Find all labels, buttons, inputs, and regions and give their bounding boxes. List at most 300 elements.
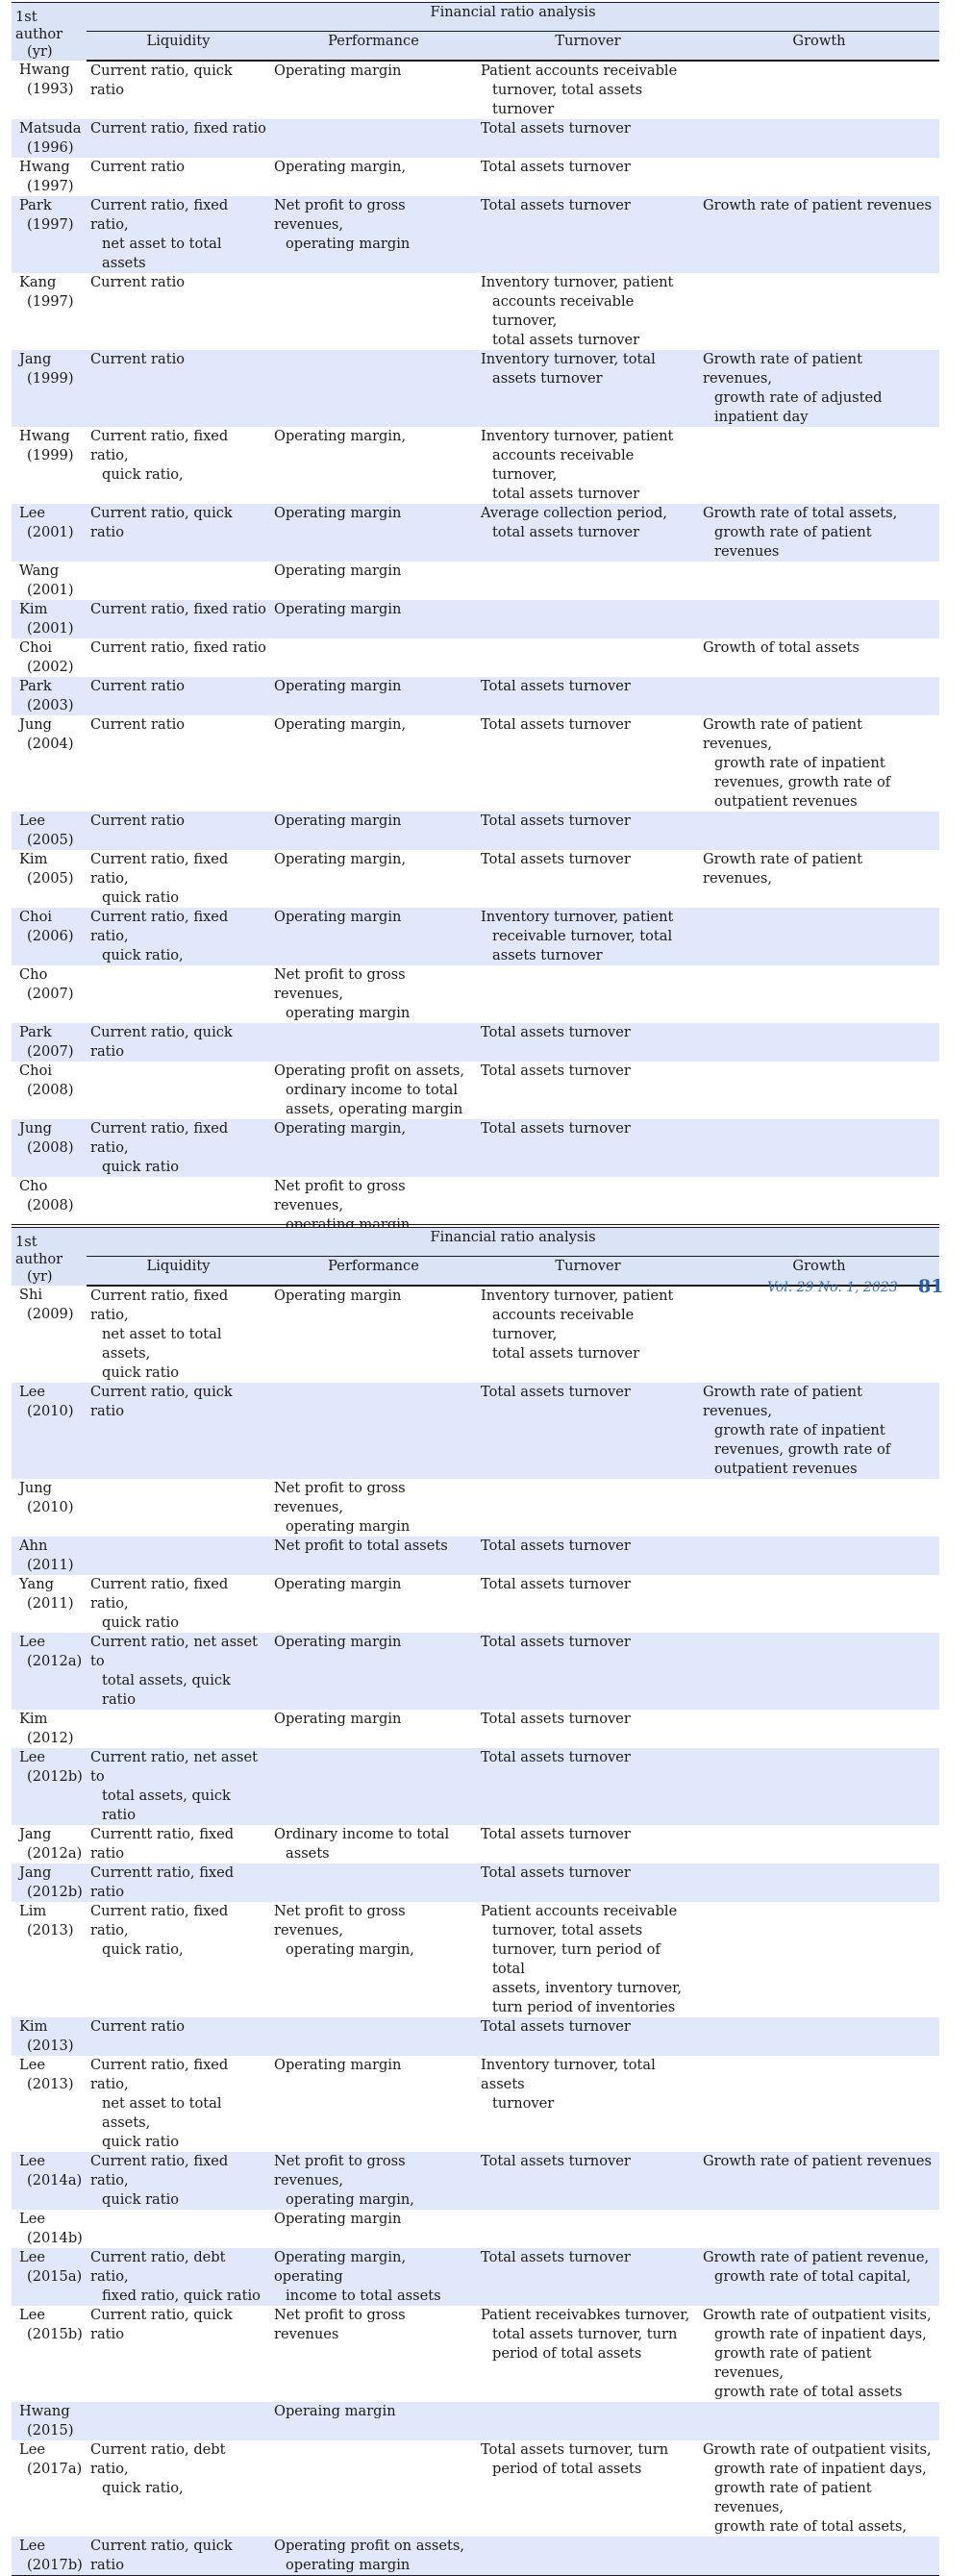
author-year: (2013) bbox=[27, 2038, 74, 2054]
author-cell bbox=[12, 427, 87, 504]
liquidity-cell bbox=[87, 1537, 270, 1575]
growth-cell bbox=[699, 2248, 939, 2306]
liquidity-cell bbox=[87, 600, 270, 638]
author-cell bbox=[12, 61, 87, 119]
liquidity-text-line: quick ratio, bbox=[102, 2480, 184, 2496]
performance-cell bbox=[270, 562, 477, 600]
performance-text-line: operating margin bbox=[286, 1518, 411, 1535]
turnover-text-line: receivable turnover, total bbox=[492, 928, 673, 944]
author-name: Wang bbox=[19, 563, 60, 579]
performance-text-line: Operating margin bbox=[274, 1576, 402, 1592]
performance-cell bbox=[270, 61, 477, 119]
author-name: Lee bbox=[19, 1384, 45, 1400]
author-year: (2012) bbox=[27, 1730, 74, 1746]
turnover-text-line: period of total assets bbox=[492, 2461, 642, 2477]
liquidity-cell bbox=[87, 715, 270, 812]
turnover-text-line: accounts receivable turnover, bbox=[492, 447, 635, 483]
table-row bbox=[12, 812, 939, 850]
growth-text-line: Growth rate of outpatient visits, bbox=[703, 2441, 932, 2458]
author-name: Lee bbox=[19, 2211, 45, 2227]
liquidity-text-line: net asset to total assets bbox=[102, 236, 222, 271]
growth-cell bbox=[699, 2210, 939, 2248]
liquidity-cell bbox=[87, 1863, 270, 1902]
growth-cell bbox=[699, 2440, 939, 2537]
liquidity-cell bbox=[87, 2017, 270, 2056]
performance-text-line: Operating margin bbox=[274, 2057, 402, 2073]
author-year: (2001) bbox=[27, 524, 74, 540]
performance-cell bbox=[270, 1825, 477, 1863]
liquidity-text-line: Current ratio, fixed ratio, bbox=[90, 428, 229, 463]
author-cell bbox=[12, 2306, 87, 2402]
performance-text-line: operating margin, bbox=[286, 1941, 414, 1958]
turnover-text-line: assets turnover bbox=[492, 947, 603, 963]
growth-cell bbox=[699, 427, 939, 504]
growth-text-line: growth rate of patient revenues, bbox=[714, 2345, 872, 2381]
liquidity-text-line: Current ratio, fixed ratio, bbox=[90, 1576, 229, 1612]
table-row bbox=[12, 965, 939, 1023]
author-cell bbox=[12, 1286, 87, 1383]
author-year: (2001) bbox=[27, 620, 74, 637]
performance-text-line: assets, operating margin bbox=[286, 1101, 463, 1117]
table-row bbox=[12, 1479, 939, 1537]
growth-cell bbox=[699, 677, 939, 715]
author-name: Cho bbox=[19, 1178, 48, 1194]
liquidity-text-line: Current ratio, fixed ratio bbox=[90, 601, 266, 617]
liquidity-cell bbox=[87, 273, 270, 350]
table-row bbox=[12, 350, 939, 427]
author-cell bbox=[12, 1023, 87, 1062]
performance-text-line: Operating margin bbox=[274, 909, 402, 925]
growth-text-line: growth rate of adjusted bbox=[714, 389, 883, 406]
turnover-cell bbox=[477, 715, 699, 812]
author-year: (1996) bbox=[27, 139, 74, 156]
turnover-text-line: total assets turnover bbox=[492, 332, 640, 348]
liquidity-cell bbox=[87, 61, 270, 119]
growth-text-line: growth rate of total assets, bbox=[714, 2518, 907, 2535]
performance-cell bbox=[270, 812, 477, 850]
liquidity-cell bbox=[87, 1710, 270, 1748]
performance-cell bbox=[270, 638, 477, 677]
performance-cell bbox=[270, 1023, 477, 1062]
performance-text-line: Operating profit on assets, bbox=[274, 2538, 465, 2554]
author-year: (2005) bbox=[27, 832, 74, 848]
author-year: (2014b) bbox=[27, 2230, 83, 2246]
growth-cell bbox=[699, 1119, 939, 1177]
growth-text-line: growth rate of total capital, bbox=[714, 2268, 911, 2285]
liquidity-cell bbox=[87, 1023, 270, 1062]
table-row bbox=[12, 2056, 939, 2152]
table-row bbox=[12, 1537, 939, 1575]
liquidity-cell bbox=[87, 1479, 270, 1537]
turnover-text-line: total assets turnover bbox=[492, 486, 640, 502]
liquidity-text-line: Current ratio, quick ratio bbox=[90, 63, 233, 98]
author-cell bbox=[12, 2440, 87, 2537]
turnover-cell bbox=[477, 2152, 699, 2210]
liquidity-cell bbox=[87, 427, 270, 504]
page-number: 81 bbox=[918, 1276, 944, 1297]
growth-cell bbox=[699, 1902, 939, 2017]
performance-cell bbox=[270, 119, 477, 158]
growth-cell bbox=[699, 1825, 939, 1863]
liquidity-text-line: Current ratio bbox=[90, 2018, 186, 2035]
liquidity-text-line: Currentt ratio, fixed ratio bbox=[90, 1826, 235, 1862]
author-header-label: 1st author bbox=[15, 9, 63, 42]
author-year: (1997) bbox=[27, 178, 74, 194]
liquidity-cell bbox=[87, 2248, 270, 2306]
growth-cell bbox=[699, 2017, 939, 2056]
performance-cell bbox=[270, 677, 477, 715]
performance-cell bbox=[270, 2440, 477, 2537]
performance-text-line: operating margin bbox=[286, 1005, 411, 1021]
author-name: Lee bbox=[19, 813, 45, 829]
author-cell bbox=[12, 119, 87, 158]
author-header-label: 1st author bbox=[15, 1234, 63, 1267]
author-year: (2008) bbox=[27, 1197, 74, 1213]
author-year: (2013) bbox=[27, 1922, 74, 1938]
author-name: Lee bbox=[19, 505, 45, 521]
liquidity-cell bbox=[87, 196, 270, 273]
author-cell bbox=[12, 715, 87, 812]
liquidity-text-line: Current ratio, fixed ratio, bbox=[90, 197, 229, 233]
turnover-text-line: Total assets turnover bbox=[481, 813, 631, 829]
author-name: Kim bbox=[19, 851, 48, 867]
growth-text-line: growth rate of inpatient days, bbox=[714, 2326, 927, 2342]
growth-cell bbox=[699, 638, 939, 677]
column-header-growth: Growth bbox=[699, 1256, 939, 1286]
liquidity-cell bbox=[87, 850, 270, 908]
author-name: Yang bbox=[19, 1576, 54, 1592]
author-year: (2010) bbox=[27, 1499, 74, 1515]
table-row bbox=[12, 715, 939, 812]
column-header-turnover: Turnover bbox=[477, 1256, 699, 1286]
author-year: (2017b) bbox=[27, 2557, 83, 2573]
author-year: (2012b) bbox=[27, 1884, 83, 1900]
performance-cell bbox=[270, 273, 477, 350]
growth-cell bbox=[699, 1863, 939, 1902]
growth-text-line: Growth rate of patient revenues bbox=[703, 2153, 932, 2169]
growth-cell bbox=[699, 1062, 939, 1119]
table-row bbox=[12, 1748, 939, 1825]
author-year: (1999) bbox=[27, 447, 74, 463]
turnover-text-line: Inventory turnover, patient bbox=[481, 909, 674, 925]
turnover-cell bbox=[477, 562, 699, 600]
growth-cell bbox=[699, 61, 939, 119]
liquidity-text-line: Current ratio, debt ratio, bbox=[90, 2249, 226, 2285]
turnover-text-line: Inventory turnover, total bbox=[481, 351, 656, 367]
author-cell bbox=[12, 1902, 87, 2017]
liquidity-text-line: quick ratio bbox=[102, 889, 180, 906]
table-divider bbox=[12, 1224, 939, 1225]
performance-cell bbox=[270, 1902, 477, 2017]
turnover-text-line: Patient receivabkes turnover, bbox=[481, 2307, 690, 2323]
author-name: Lee bbox=[19, 2538, 45, 2554]
growth-cell bbox=[699, 562, 939, 600]
growth-text-line: growth rate of inpatient bbox=[714, 755, 885, 771]
author-cell bbox=[12, 350, 87, 427]
performance-cell bbox=[270, 2402, 477, 2440]
performance-cell bbox=[270, 908, 477, 965]
table-row bbox=[12, 1575, 939, 1633]
performance-text-line: Net profit to total assets bbox=[274, 1538, 448, 1554]
author-cell bbox=[12, 1479, 87, 1537]
growth-text-line: Growth rate of total assets, bbox=[703, 505, 898, 521]
turnover-text-line: turn period of inventories bbox=[492, 1999, 676, 2015]
author-year: (2009) bbox=[27, 1306, 74, 1322]
growth-text-line: Growth of total assets bbox=[703, 639, 860, 656]
liquidity-text-line: Current ratio, fixed ratio, bbox=[90, 1120, 229, 1156]
author-name: Lee bbox=[19, 1749, 45, 1765]
turnover-cell bbox=[477, 1119, 699, 1177]
liquidity-text-line: Current ratio, fixed ratio, bbox=[90, 1288, 229, 1323]
liquidity-text-line: Current ratio, quick ratio bbox=[90, 1024, 233, 1060]
turnover-text-line: Total assets turnover bbox=[481, 197, 631, 213]
table-header bbox=[12, 1228, 939, 1287]
performance-cell bbox=[270, 1575, 477, 1633]
table-row bbox=[12, 61, 939, 119]
growth-cell bbox=[699, 908, 939, 965]
table-row bbox=[12, 600, 939, 638]
performance-text-line: operating margin bbox=[286, 1216, 411, 1233]
liquidity-cell bbox=[87, 677, 270, 715]
turnover-cell bbox=[477, 2248, 699, 2306]
growth-cell bbox=[699, 1286, 939, 1383]
growth-cell bbox=[699, 1575, 939, 1633]
growth-text-line: inpatient day bbox=[714, 409, 809, 425]
turnover-cell bbox=[477, 812, 699, 850]
table-header bbox=[12, 3, 939, 62]
performance-text-line: income to total assets bbox=[286, 2288, 441, 2304]
column-header-liquidity: Liquidity bbox=[87, 31, 270, 61]
liquidity-cell bbox=[87, 1062, 270, 1119]
liquidity-cell bbox=[87, 1633, 270, 1710]
liquidity-text-line: Current ratio bbox=[90, 716, 186, 733]
performance-cell bbox=[270, 1748, 477, 1825]
author-year: (2007) bbox=[27, 986, 74, 1002]
performance-cell bbox=[270, 427, 477, 504]
table-row bbox=[12, 504, 939, 562]
growth-cell bbox=[699, 119, 939, 158]
turnover-text-line: Total assets turnover, turn bbox=[481, 2441, 669, 2458]
author-name: Choi bbox=[19, 1063, 53, 1079]
liquidity-text-line: Current ratio bbox=[90, 813, 186, 829]
liquidity-cell bbox=[87, 504, 270, 562]
turnover-text-line: Patient accounts receivable bbox=[481, 1903, 678, 1919]
turnover-text-line: Total assets turnover bbox=[481, 1538, 631, 1554]
author-cell bbox=[12, 1748, 87, 1825]
growth-cell bbox=[699, 850, 939, 908]
author-name: Lim bbox=[19, 1903, 47, 1919]
growth-text-line: growth rate of inpatient bbox=[714, 1422, 885, 1438]
performance-cell bbox=[270, 2306, 477, 2402]
author-year: (2012a) bbox=[27, 1845, 83, 1862]
author-cell bbox=[12, 1863, 87, 1902]
growth-text-line: growth rate of total assets bbox=[714, 2384, 903, 2400]
author-cell bbox=[12, 196, 87, 273]
author-cell bbox=[12, 812, 87, 850]
table-row bbox=[12, 638, 939, 677]
table-row bbox=[12, 2306, 939, 2402]
performance-text-line: assets bbox=[286, 1845, 330, 1862]
liquidity-text-line: Current ratio, quick ratio bbox=[90, 1384, 233, 1419]
author-year: (2015a) bbox=[27, 2268, 83, 2285]
author-name: Jung bbox=[19, 1120, 52, 1137]
turnover-text-line: Total assets turnover bbox=[481, 1711, 631, 1727]
author-cell bbox=[12, 2248, 87, 2306]
author-cell bbox=[12, 908, 87, 965]
author-name: Shi bbox=[19, 1287, 43, 1303]
column-header-performance: Performance bbox=[270, 31, 477, 61]
author-year: (2013) bbox=[27, 2076, 74, 2092]
table-row bbox=[12, 2210, 939, 2248]
liquidity-text-line: Current ratio, quick ratio bbox=[90, 505, 233, 540]
turnover-text-line: Inventory turnover, patient bbox=[481, 428, 674, 444]
liquidity-text-line: quick ratio, bbox=[102, 947, 184, 963]
author-year: (2012a) bbox=[27, 1653, 83, 1669]
performance-text-line: Operating margin bbox=[274, 1288, 402, 1304]
author-year: (2002) bbox=[27, 659, 74, 675]
author-cell bbox=[12, 1633, 87, 1710]
turnover-text-line: Inventory turnover, total assets bbox=[481, 2057, 656, 2092]
group-header: Financial ratio analysis bbox=[87, 1228, 939, 1257]
liquidity-text-line: Current ratio, fixed ratio, bbox=[90, 2153, 229, 2188]
turnover-text-line: period of total assets bbox=[492, 2345, 642, 2362]
author-cell bbox=[12, 677, 87, 715]
performance-text-line: Operating margin bbox=[274, 678, 402, 694]
table-row bbox=[12, 562, 939, 600]
liquidity-text-line: quick ratio bbox=[102, 1364, 180, 1381]
author-year: (2001) bbox=[27, 582, 74, 598]
turnover-cell bbox=[477, 2056, 699, 2152]
turnover-cell bbox=[477, 504, 699, 562]
performance-text-line: Operating margin bbox=[274, 1634, 402, 1650]
author-year: (2008) bbox=[27, 1082, 74, 1098]
performance-text-line: Net profit to gross revenues, bbox=[274, 2153, 406, 2188]
turnover-text-line: Inventory turnover, patient bbox=[481, 1288, 674, 1304]
turnover-cell bbox=[477, 965, 699, 1023]
liquidity-cell bbox=[87, 2056, 270, 2152]
table-row bbox=[12, 273, 939, 350]
author-name: Lee bbox=[19, 2057, 45, 2073]
author-year: (1999) bbox=[27, 370, 74, 387]
performance-cell bbox=[270, 1537, 477, 1575]
liquidity-text-line: quick ratio bbox=[102, 1159, 180, 1175]
table-row bbox=[12, 1062, 939, 1119]
turnover-cell bbox=[477, 427, 699, 504]
author-name: Kang bbox=[19, 274, 57, 290]
author-cell bbox=[12, 2210, 87, 2248]
table-row bbox=[12, 1863, 939, 1902]
performance-text-line: Operating margin, bbox=[274, 716, 407, 733]
turnover-cell bbox=[477, 1863, 699, 1902]
growth-text-line: Growth rate of outpatient visits, bbox=[703, 2307, 932, 2323]
growth-cell bbox=[699, 812, 939, 850]
author-cell bbox=[12, 1383, 87, 1479]
turnover-cell bbox=[477, 2537, 699, 2576]
author-name: Hwang bbox=[19, 62, 70, 78]
growth-text-line: outpatient revenues bbox=[714, 1461, 858, 1477]
turnover-cell bbox=[477, 1537, 699, 1575]
liquidity-cell bbox=[87, 1748, 270, 1825]
group-header: Financial ratio analysis bbox=[87, 3, 939, 32]
liquidity-text-line: quick ratio bbox=[102, 2134, 180, 2150]
growth-text-line: growth rate of patient revenues, bbox=[714, 2480, 872, 2515]
author-name: Park bbox=[19, 197, 52, 213]
column-header-liquidity: Liquidity bbox=[87, 1256, 270, 1286]
performance-text-line: Net profit to gross revenues, bbox=[274, 1903, 406, 1938]
turnover-cell bbox=[477, 1575, 699, 1633]
growth-cell bbox=[699, 158, 939, 196]
table-row bbox=[12, 2402, 939, 2440]
author-cell bbox=[12, 1825, 87, 1863]
turnover-cell bbox=[477, 638, 699, 677]
liquidity-cell bbox=[87, 158, 270, 196]
table-row bbox=[12, 2248, 939, 2306]
author-cell bbox=[12, 2056, 87, 2152]
author-name: Park bbox=[19, 1024, 52, 1040]
turnover-text-line: accounts receivable turnover, bbox=[492, 1307, 635, 1342]
turnover-cell bbox=[477, 2402, 699, 2440]
column-header-growth: Growth bbox=[699, 31, 939, 61]
table-row bbox=[12, 119, 939, 158]
liquidity-text-line: Current ratio, debt ratio, bbox=[90, 2441, 226, 2477]
performance-text-line: Operating margin bbox=[274, 601, 402, 617]
performance-text-line: Operaing margin bbox=[274, 2403, 396, 2419]
growth-cell bbox=[699, 2306, 939, 2402]
liquidity-text-line: Current ratio, net asset to bbox=[90, 1634, 259, 1669]
liquidity-text-line: quick ratio, bbox=[102, 466, 184, 483]
turnover-cell bbox=[477, 1383, 699, 1479]
turnover-text-line: Total assets turnover bbox=[481, 120, 631, 137]
performance-cell bbox=[270, 2152, 477, 2210]
performance-cell bbox=[270, 1710, 477, 1748]
column-header-performance: Performance bbox=[270, 1256, 477, 1286]
turnover-text-line: total assets turnover, turn bbox=[492, 2326, 678, 2342]
author-name: Lee bbox=[19, 2307, 45, 2323]
turnover-text-line: Total assets turnover bbox=[481, 1864, 631, 1881]
performance-cell bbox=[270, 196, 477, 273]
author-year: (2010) bbox=[27, 1403, 74, 1419]
performance-text-line: Operating margin bbox=[274, 2211, 402, 2227]
growth-text-line: Growth rate of patient revenues, bbox=[703, 351, 862, 387]
growth-cell bbox=[699, 2402, 939, 2440]
turnover-cell bbox=[477, 273, 699, 350]
liquidity-text-line: Current ratio, quick ratio bbox=[90, 2307, 233, 2342]
table-row bbox=[12, 908, 939, 965]
liquidity-text-line: Current ratio, fixed ratio, bbox=[90, 909, 229, 944]
liquidity-text-line: total assets, quick ratio bbox=[102, 1672, 231, 1708]
table-row bbox=[12, 677, 939, 715]
performance-text-line: Ordinary income to total bbox=[274, 1826, 450, 1842]
table-row bbox=[12, 2537, 939, 2576]
author-name: Jung bbox=[19, 1480, 52, 1496]
liquidity-cell bbox=[87, 1825, 270, 1863]
author-cell bbox=[12, 1710, 87, 1748]
author-name: Choi bbox=[19, 639, 53, 656]
performance-cell bbox=[270, 1479, 477, 1537]
author-year: (1997) bbox=[27, 293, 74, 310]
liquidity-text-line: quick ratio bbox=[102, 1614, 180, 1631]
turnover-text-line: Total assets turnover bbox=[481, 1576, 631, 1592]
liquidity-cell bbox=[87, 1575, 270, 1633]
liquidity-text-line: net asset to total assets, bbox=[102, 2095, 222, 2131]
growth-cell bbox=[699, 196, 939, 273]
table-row bbox=[12, 850, 939, 908]
table-row bbox=[12, 1286, 939, 1383]
author-cell bbox=[12, 850, 87, 908]
author-name: Jang bbox=[19, 1826, 52, 1842]
author-year: (1997) bbox=[27, 216, 74, 233]
performance-cell bbox=[270, 504, 477, 562]
